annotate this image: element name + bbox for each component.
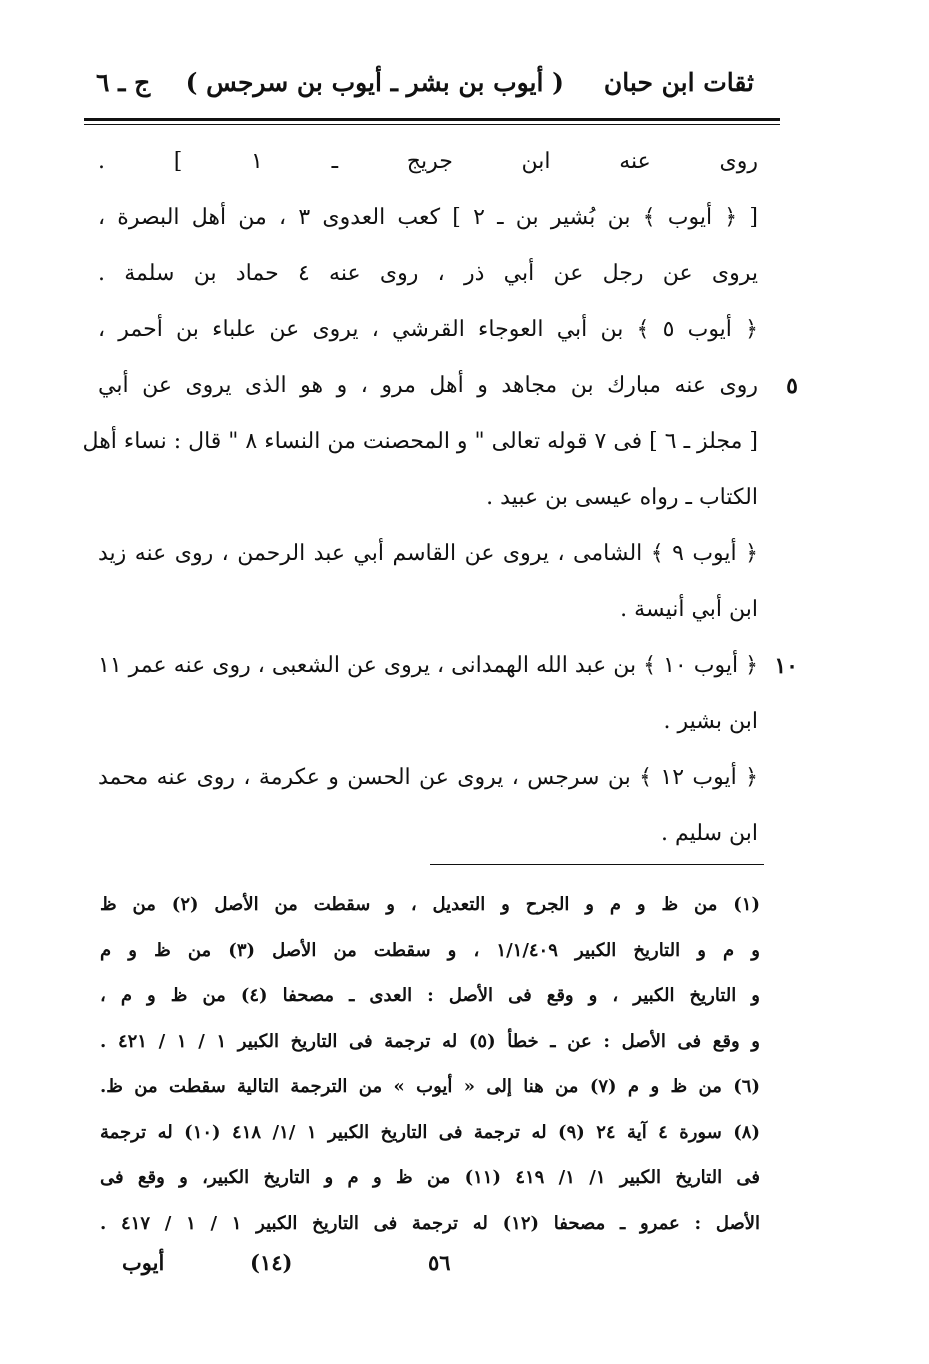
- footnote-separator: [430, 864, 764, 865]
- page-number: ٥٦: [428, 1250, 451, 1275]
- text-line-content: ابن بشير .: [663, 709, 758, 734]
- text-line: [98, 470, 758, 526]
- text-line-content: ﴿ أيوب ٩ ﴾ الشامى ، يروى عن القاسم أبي عبد الرحمن ، روى عنه زيد: [98, 541, 758, 566]
- text-line: [98, 526, 758, 582]
- footnote-line: (٦) من ظ و م (٧) من هنا إلى « أيوب » من الترجمة التالية سقطت من ظ.: [100, 1076, 760, 1097]
- text-line-content: يروى عن رجل عن أبي ذر ، روى عنه ٤ حماد بن سلمة .: [98, 261, 758, 286]
- catchword: أيوب: [122, 1250, 165, 1275]
- text-line: [98, 750, 758, 806]
- text-line-content: ابن سليم .: [661, 821, 758, 846]
- text-line-content: ﴿ أيوب ٥ ﴾ بن أبي العوجاء القرشي ، يروى عن علباء بن أحمر ،: [98, 317, 758, 342]
- text-line-content: ابن أبي أنيسة .: [620, 597, 758, 622]
- text-line-content: [ ﴿ أيوب ﴾ بن بُشير بن ـ ٢ ] كعب العدوى ٣ ، من أهل البصرة ،: [98, 205, 758, 230]
- main-text: [82, 134, 798, 862]
- text-line: [98, 134, 758, 190]
- footnote-line: و وقع فى الأصل : عن ـ خطأ (٥) له ترجمة فى التاريخ الكبير ١ / ١ / ٤٢١ .: [100, 1030, 761, 1052]
- text-line: [98, 302, 758, 358]
- footnote-line: (١) من ظ و م و الجرح و التعديل ، و سقطت من الأصل (٢) من ظ: [100, 894, 760, 915]
- line-number: ٥: [786, 373, 798, 399]
- text-line-content: الكتاب ـ رواه عيسى بن عبيد .: [486, 485, 758, 510]
- text-line-content: [ مجلز ـ ٦ ] فى ٧ قوله تعالى " و المحصنت من النساء ٨ " قال : نساء أهل: [82, 429, 758, 454]
- signature-mark: (١٤): [250, 1250, 293, 1275]
- text-line: [98, 246, 758, 302]
- text-line: [98, 694, 758, 750]
- line-number: ١٠: [774, 653, 798, 679]
- header-rule-thin: [84, 124, 780, 125]
- text-line: [98, 358, 798, 414]
- entry-names: ( أيوب بن بشر ـ أيوب بن سرجس ): [185, 68, 564, 97]
- footnote-line: فى التاريخ الكبير ١/ ١/ ٤١٩ (١١) من ظ و م و التاريخ الكبير، و وقع فى: [100, 1167, 761, 1188]
- footnote-line: و التاريخ الكبير ، و وقع فى الأصل : العدى ـ مصحفا (٤) من ظ و م ،: [100, 985, 760, 1006]
- text-line: [98, 190, 758, 246]
- text-line-content: ﴿ أيوب ١٠ ﴾ بن عبد الله الهمدانى ، يروى عن الشعبى ، روى عنه عمر ١١: [98, 653, 758, 678]
- volume-label: ج ـ ٦: [96, 68, 151, 97]
- text-line: [98, 638, 798, 694]
- running-header: [82, 62, 754, 110]
- page-footer: [100, 1248, 760, 1288]
- text-line: [98, 582, 758, 638]
- header-rule-thick: [84, 118, 780, 121]
- text-line-content: ﴿ أيوب ١٢ ﴾ بن سرجس ، يروى عن الحسن و عكرمة ، روى عنه محمد: [98, 765, 758, 790]
- text-line-content: روى عنه ابن جريج ـ ١ ] .: [98, 149, 759, 174]
- footnotes: [100, 882, 760, 1246]
- footnote-line: (٨) سورة ٤ آية ٢٤ (٩) له ترجمة فى التاريخ الكبير ١ /١/ ٤١٨ (١٠) له ترجمة: [100, 1121, 760, 1143]
- footnote-line: الأصل : عمرو ـ مصحفا (١٢) له ترجمة فى التاريخ الكبير ١ / ١ / ٤١٧ .: [100, 1212, 761, 1234]
- book-title: ثقات ابن حبان: [603, 68, 754, 97]
- text-line-content: روى عنه مبارك بن مجاهد و أهل مرو ، و هو الذى يروى عن أبي: [98, 373, 758, 398]
- text-line: [98, 806, 758, 862]
- footnote-line: و م و التاريخ الكبير ١/١/٤٠٩ ، و سقطت من الأصل (٣) من ظ و م: [100, 939, 760, 961]
- text-line: [82, 414, 758, 470]
